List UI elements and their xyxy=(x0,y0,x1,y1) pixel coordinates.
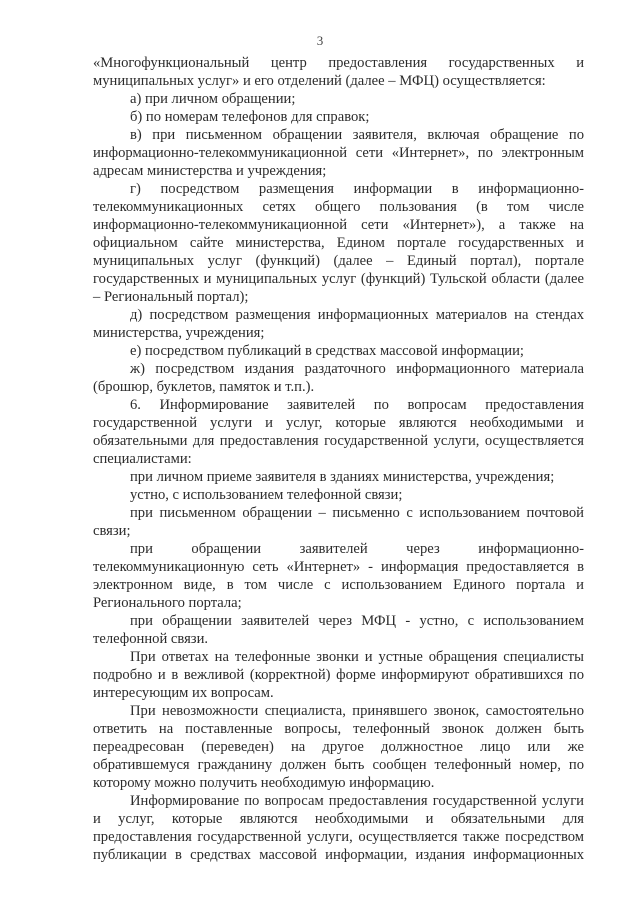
list-item-d: д) посредством размещения информационных материалов на стендах министерства, учреждения; xyxy=(93,307,584,341)
paragraph-mfc-intro: «Многофункциональный центр предоставления государственных и муниципальных услуг» и его отделений (далее – МФЦ) осуществляется: xyxy=(93,55,584,89)
list-item-zh: ж) посредством издания раздаточного информационного материала (брошюр, буклетов, памяток и т.п.). xyxy=(93,361,584,395)
paragraph-call-transfer: При невозможности специалиста, принявшего звонок, самостоятельно ответить на поставленные вопросы, телефонный звонок должен быть переадресован (переведен) на другое должностное лицо или же обратившемуся гражданину должен быть сообщен телефонный номер, по которому можно получить необходимую информацию. xyxy=(93,703,584,791)
list-item-e: е) посредством публикаций в средствах массовой информации; xyxy=(130,343,524,359)
method-written: при письменном обращении – письменно с использованием почтовой связи; xyxy=(93,505,584,539)
page-number: 3 xyxy=(316,33,324,48)
section-6-paragraph: 6. Информирование заявителей по вопросам предоставления государственной услуги и услуг, которые являются необходимыми и обязательными для предоставления государственной услуги, осуществляется специалистами: xyxy=(93,397,584,467)
list-item-b: б) по номерам телефонов для справок; xyxy=(130,109,370,125)
paragraph-media-publication: Информирование по вопросам предоставления государственной услуги и услуг, которые являются необходимыми и обязательными для предоставления государственной услуги, осуществляется также посредством публикации в средствах массовой информации, издания информационных xyxy=(93,793,584,863)
method-personal: при личном приеме заявителя в зданиях министерства, учреждения; xyxy=(130,469,555,485)
method-mfc: при обращении заявителей через МФЦ - устно, с использованием телефонной связи. xyxy=(93,613,584,647)
method-phone: устно, с использованием телефонной связи; xyxy=(130,487,403,503)
list-item-v: в) при письменном обращении заявителя, включая обращение по информационно-телекоммуникационной сети «Интернет», по электронным адресам министерства и учреждения; xyxy=(93,127,584,179)
list-item-g: г) посредством размещения информации в информационно-телекоммуникационных сетях общего пользования (в том числе информационно-телекоммуникационной сети «Интернет»), а также на официальном сайте министерства, Едином портале государственных и муниципальных услуг (функций) (далее – Единый портал), портале государственных и муниципальных услуг (функций) Тульской области (далее – Региональный портал); xyxy=(93,181,584,305)
method-internet: при обращении заявителей через информационно-телекоммуникационную сеть «Интернет» - информация предоставляется в электронном виде, в том числе с использованием Единого портала и Регионального портала; xyxy=(93,541,584,611)
list-item-a: а) при личном обращении; xyxy=(130,91,296,107)
paragraph-phone-answers: При ответах на телефонные звонки и устные обращения специалисты подробно и в вежливой (корректной) форме информируют обратившихся по интересующим их вопросам. xyxy=(93,649,584,701)
document-body xyxy=(93,54,584,864)
